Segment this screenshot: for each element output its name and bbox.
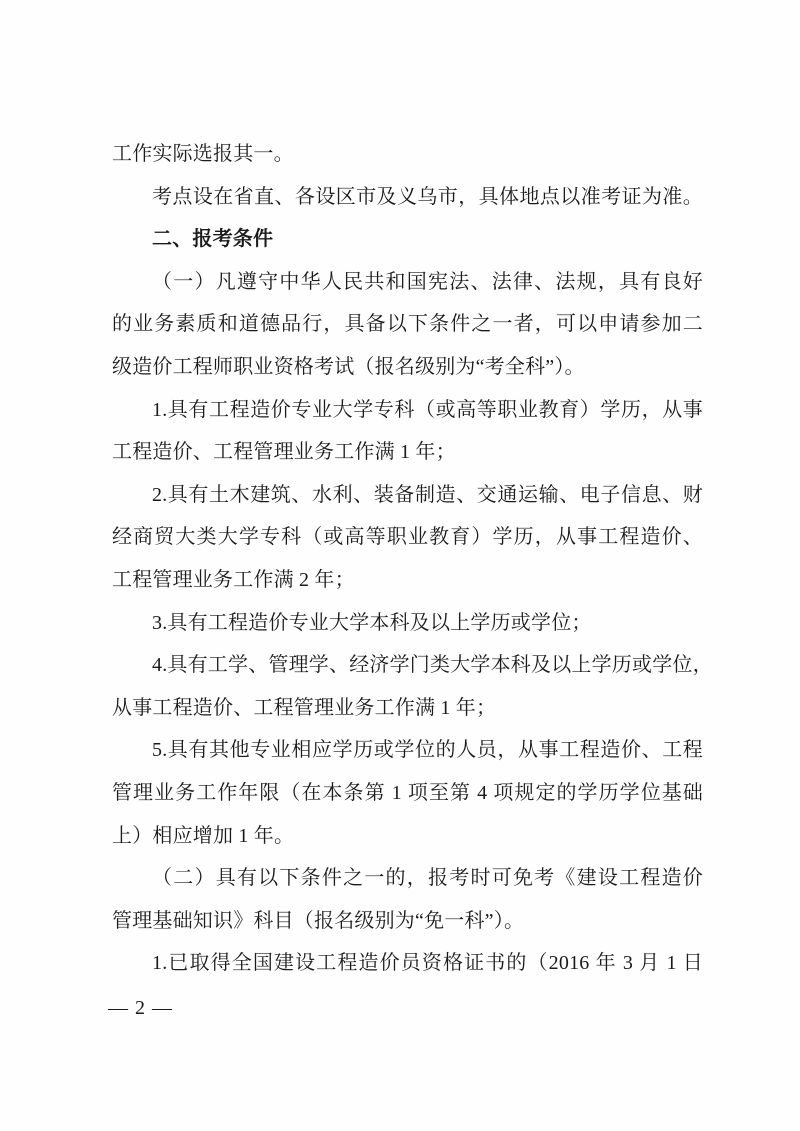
section-heading: 二、报考条件 (152, 228, 274, 251)
text-line: 考点设在省直、各设区市及义乌市，具体地点以准考证为准。 (152, 185, 703, 208)
text-line: 3.具有工程造价专业大学本科及以上学历或学位； (152, 611, 592, 634)
text-line: 上）相应增加 1 年。 (112, 824, 295, 847)
text-line: （二）具有以下条件之一的，报考时可免考《建设工程造价 (152, 867, 703, 890)
paragraph-condition-two (112, 857, 703, 942)
paragraph-condition-one (112, 261, 703, 389)
text-line: （一）凡遵守中华人民共和国宪法、法律、法规，具有良好 (152, 270, 703, 293)
text-line: 5.具有其他专业相应学历或学位的人员，从事工程造价、工程 (152, 739, 703, 762)
text-line: 级造价工程师职业资格考试（报名级别为“考全科”）。 (112, 355, 585, 378)
paragraph-intro-continuation (112, 133, 703, 176)
text-line: 管理基础知识》科目（报名级别为“免一科”）。 (112, 909, 525, 932)
text-line: 1.已取得全国建设工程造价员资格证书的（2016 年 3 月 1 日 (152, 952, 703, 975)
text-line: 从事工程造价、工程管理业务工作满 1 年； (112, 696, 497, 719)
text-line: 2.具有土木建筑、水利、装备制造、交通运输、电子信息、财 (152, 483, 703, 506)
text-line: 4.具有工学、管理学、经济学门类大学本科及以上学历或学位， (152, 654, 713, 677)
text-line: 工程造价、工程管理业务工作满 1 年； (112, 441, 456, 464)
list-item-1 (112, 389, 703, 474)
list-item-2 (112, 474, 703, 602)
text-line: 工程管理业务工作满 2 年； (112, 568, 355, 591)
list-item-3 (112, 602, 703, 645)
paragraph-exam-locations (112, 176, 703, 219)
text-line: 经商贸大类大学专科（或高等职业教育）学历，从事工程造价、 (112, 526, 703, 549)
document-body (112, 133, 713, 985)
text-line: 的业务素质和道德品行，具备以下条件之一者，可以申请参加二 (112, 313, 703, 336)
list-item-exemption-1 (112, 942, 703, 985)
section-heading-registration-conditions (112, 218, 703, 261)
text-line: 管理业务工作年限（在本条第 1 项至第 4 项规定的学历学位基础 (112, 781, 703, 804)
text-line: 工作实际选报其一。 (112, 143, 294, 165)
list-item-4 (112, 644, 713, 729)
list-item-5 (112, 729, 703, 857)
page-number: — 2 — (108, 997, 173, 1019)
text-line: 1.具有工程造价专业大学专科（或高等职业教育）学历，从事 (152, 398, 703, 421)
